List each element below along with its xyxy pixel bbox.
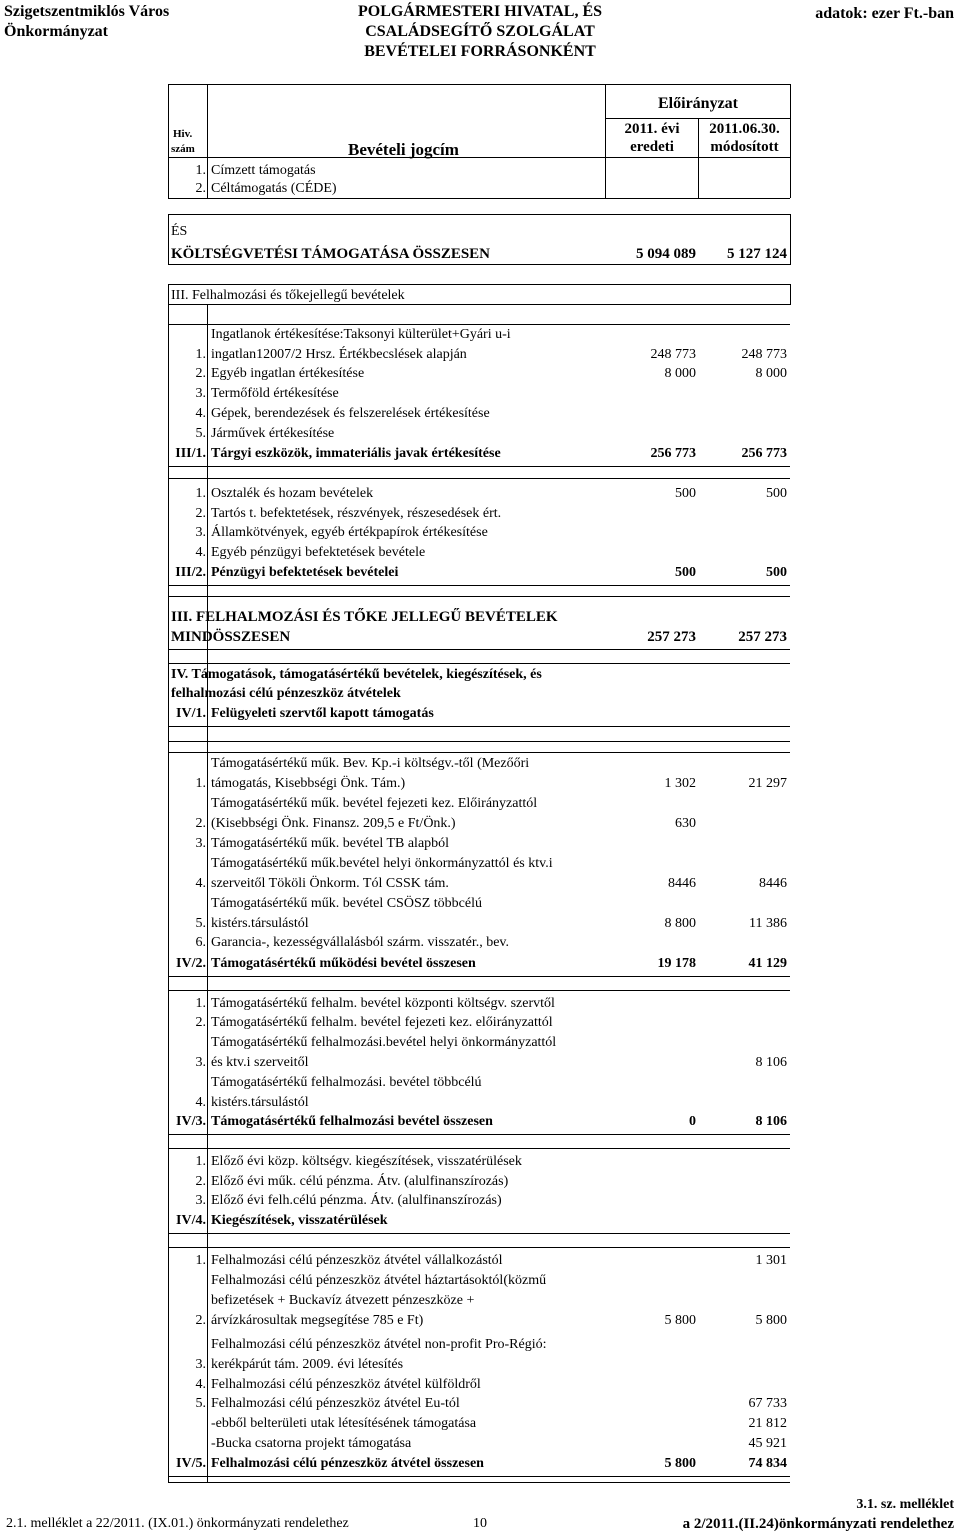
row-heading: KÖLTSÉGVETÉSI TÁMOGATÁSA ÖSSZESEN (171, 246, 491, 262)
row-heading: III. FELHALMOZÁSI ÉS TŐKE JELLEGŰ BEVÉTELEK (171, 609, 558, 625)
row-description: Osztalék és hozam bevételek (211, 486, 374, 501)
row-description: Támogatásértékű felhalmozási. bevétel többcélú (211, 1075, 482, 1090)
value-original: 0 (689, 1114, 696, 1129)
title-line-3: BEVÉTELEI FORRÁSONKÉNT (364, 43, 596, 60)
row-description: Előző évi közp. költségv. kiegészítések, visszatérülések (211, 1154, 522, 1169)
row-number: 2. (195, 816, 206, 831)
row-description: Támogatásértékű műk. Bev. Kp.-i költségv.-től (Mezőőri (211, 756, 530, 771)
row-number: 1. (195, 486, 206, 501)
row-number: 2. (195, 366, 206, 381)
row-description: és ktv.i szerveitől (211, 1055, 309, 1070)
row-number: IV/2. (176, 956, 206, 971)
row-number: 4. (195, 1377, 206, 1392)
value-original: 8 000 (664, 366, 696, 381)
value-modified: 21 297 (748, 776, 787, 791)
row-number: 3. (195, 836, 206, 851)
row-heading: felhalmozási célú pénzeszköz átvételek (171, 686, 401, 701)
col1-header-line-1: 2011. évi (624, 121, 680, 137)
value-original: 5 094 089 (636, 246, 696, 262)
row-number: 3. (195, 386, 206, 401)
row-description: Címzett támogatás (211, 163, 316, 178)
value-original: 256 773 (650, 446, 696, 461)
row-number: 4. (195, 876, 206, 891)
col2-header-line-1: 2011.06.30. (709, 121, 780, 137)
row-description: Támogatásértékű felhalm. bevétel központi költségv. szervtől (211, 996, 555, 1011)
row-number: 1. (195, 776, 206, 791)
row-description: Előző évi felh.célú pénzma. Átv. (alulfinanszírozás) (211, 1193, 502, 1208)
value-modified: 8 106 (755, 1055, 787, 1070)
row-description: szerveitől Tököli Önkorm. Tól CSSK tám. (211, 876, 449, 891)
value-original: 5 800 (664, 1456, 696, 1471)
row-number: 5. (195, 426, 206, 441)
row-description: Államkötvények, egyéb értékpapírok értékesítése (211, 525, 488, 540)
row-description: Kiegészítések, visszatérülések (211, 1213, 388, 1228)
row-description: befizetések + Buckavíz átvezett pénzeszköze + (211, 1293, 475, 1308)
row-number: 1. (195, 1154, 206, 1169)
row-description: Támogatásértékű felhalm. bevétel fejezeti kez. előirányzattól (211, 1015, 553, 1030)
eloiranyzat-header: Előirányzat (658, 95, 738, 112)
row-number: 3. (195, 1193, 206, 1208)
footer-right-line-1: 3.1. sz. melléklet (856, 1497, 954, 1512)
row-description: Felhalmozási célú pénzeszköz átvétel összesen (211, 1456, 484, 1471)
row-description: (Kisebbségi Önk. Finansz. 209,5 e Ft/Önk.) (211, 816, 456, 831)
row-number: 1. (195, 996, 206, 1011)
row-description: Támogatásértékű műk. bevétel fejezeti kez. Előirányzattól (211, 796, 538, 811)
row-number: 4. (195, 545, 206, 560)
row-description: Támogatásértékű műk.bevétel helyi önkormányzattól és ktv.i (211, 856, 553, 871)
row-description: Támogatásértékű felhalmozási bevétel összesen (211, 1114, 493, 1129)
row-description: Előző évi műk. célú pénzma. Átv. (alulfinanszírozás) (211, 1174, 509, 1189)
value-original: 500 (675, 486, 696, 501)
row-description: kistérs.társulástól (211, 916, 309, 931)
row-description: Céltámogatás (CÉDE) (211, 181, 337, 196)
row-description: ingatlan12007/2 Hrsz. Értékbecslések alapján (211, 347, 467, 362)
unit-note: adatok: ezer Ft.-ban (815, 5, 954, 22)
row-description: -ebből belterületi utak létesítésének támogatása (211, 1416, 477, 1431)
row-number: IV/4. (176, 1213, 206, 1228)
row-description: Támogatásértékű műk. bevétel TB alapból (211, 836, 450, 851)
title-line-2: CSALÁDSEGÍTŐ SZOLGÁLAT (365, 23, 595, 40)
row-description: árvízkárosultak megsegítése 785 e Ft) (211, 1313, 424, 1328)
value-modified: 45 921 (748, 1436, 787, 1451)
row-description: Felhalmozási célú pénzeszköz átvétel háztartásoktól(közmű (211, 1273, 547, 1288)
row-number: 2. (195, 506, 206, 521)
row-number: 2. (195, 1015, 206, 1030)
row-number: 2. (195, 181, 206, 196)
value-modified: 8 106 (755, 1114, 787, 1129)
title-line-1: POLGÁRMESTERI HIVATAL, ÉS (357, 3, 603, 20)
row-number: 4. (195, 1095, 206, 1110)
row-description: kerékpárút tám. 2009. évi létesítés (211, 1357, 404, 1372)
row-description: Tárgyi eszközök, immateriális javak értékesítése (211, 446, 501, 461)
row-heading: III. Felhalmozási és tőkejellegű bevételek (171, 288, 405, 303)
value-modified: 8446 (759, 876, 787, 891)
row-description: kistérs.társulástól (211, 1095, 309, 1110)
row-number: 2. (195, 1174, 206, 1189)
row-description: Egyéb pénzügyi befektetések bevétele (211, 545, 426, 560)
value-modified: 5 127 124 (727, 246, 787, 262)
row-description: Járművek értékesítése (211, 426, 335, 441)
value-modified: 257 273 (738, 629, 787, 645)
row-description: Támogatásértékű működési bevétel összesen (211, 956, 476, 971)
row-description: Egyéb ingatlan értékesítése (211, 366, 365, 381)
value-original: 8446 (668, 876, 696, 891)
row-description: Felhalmozási célú pénzeszköz átvétel non-profit Pro-Régió: (211, 1337, 547, 1352)
row-number: 1. (195, 347, 206, 362)
row-heading: ÉS (171, 224, 188, 239)
value-original: 8 800 (664, 916, 696, 931)
row-number: 2. (195, 1313, 206, 1328)
hiv-header-line-2: szám (171, 143, 195, 155)
municipality-line-1: Szigetszentmiklós Város (4, 3, 170, 20)
row-description: Gépek, berendezések és felszerelések értékesítése (211, 406, 490, 421)
row-number: 3. (195, 1357, 206, 1372)
row-description: Felhalmozási célú pénzeszköz átvétel külföldről (211, 1377, 481, 1392)
row-number: 3. (195, 1055, 206, 1070)
page-number: 10 (473, 1516, 487, 1531)
footer-left: 2.1. melléklet a 22/2011. (IX.01.) önkormányzati rendelethez (6, 1516, 349, 1531)
jogcim-header: Bevételi jogcím (348, 140, 459, 159)
value-original: 19 178 (657, 956, 696, 971)
row-description: Támogatásértékű felhalmozási.bevétel helyi önkormányzattól (211, 1035, 557, 1050)
row-number: 4. (195, 406, 206, 421)
value-original: 248 773 (650, 347, 696, 362)
value-modified: 11 386 (749, 916, 787, 931)
value-original: 1 302 (664, 776, 696, 791)
row-number: 3. (195, 525, 206, 540)
value-modified: 8 000 (755, 366, 787, 381)
row-description: Tartós t. befektetések, részvények, részesedések ért. (211, 506, 502, 521)
value-modified: 248 773 (741, 347, 787, 362)
value-modified: 74 834 (748, 1456, 787, 1471)
row-number: IV/1. (176, 706, 206, 721)
row-description: -Bucka csatorna projekt támogatása (211, 1436, 412, 1451)
value-original: 500 (675, 565, 696, 580)
row-number: III/1. (175, 446, 206, 461)
row-description: Termőföld értékesítése (211, 386, 339, 401)
hiv-header-line-1: Hiv. (173, 128, 193, 140)
row-description: Pénzügyi befektetések bevételei (211, 565, 399, 580)
col2-header-line-2: módosított (710, 139, 779, 155)
footer-right-line-2: a 2/2011.(II.24)önkormányzati rendelethez (682, 1516, 954, 1532)
value-modified: 500 (766, 565, 787, 580)
row-number: III/2. (175, 565, 206, 580)
municipality-line-2: Önkormányzat (4, 23, 108, 40)
row-number: 5. (195, 1396, 206, 1411)
value-modified: 500 (766, 486, 787, 501)
row-description: Felhalmozási célú pénzeszköz átvétel vállalkozástól (211, 1253, 503, 1268)
row-description: Felügyeleti szervtől kapott támogatás (211, 706, 434, 721)
value-modified: 67 733 (748, 1396, 787, 1411)
row-number: 6. (195, 935, 206, 950)
row-description: Támogatásértékű műk. bevétel CSÖSZ többcélú (211, 896, 482, 911)
value-modified: 21 812 (748, 1416, 787, 1431)
value-modified: 41 129 (748, 956, 787, 971)
value-modified: 5 800 (755, 1313, 787, 1328)
row-description: Garancia-, kezességvállalásból szárm. visszatér., bev. (211, 935, 510, 950)
value-original: 5 800 (664, 1313, 696, 1328)
col1-header-line-2: eredeti (630, 139, 674, 155)
value-modified: 1 301 (755, 1253, 787, 1268)
row-number: 1. (195, 1253, 206, 1268)
row-description: Ingatlanok értékesítése:Taksonyi külterület+Gyári u-i (211, 327, 511, 342)
row-number: 1. (195, 163, 206, 178)
row-heading: MINDÖSSZESEN (171, 629, 291, 645)
value-modified: 256 773 (741, 446, 787, 461)
value-original: 630 (675, 816, 696, 831)
row-description: támogatás, Kisebbségi Önk. Tám.) (211, 776, 406, 791)
row-heading: IV. Támogatások, támogatásértékű bevételek, kiegészítések, és (171, 667, 542, 682)
row-number: 5. (195, 916, 206, 931)
value-original: 257 273 (647, 629, 696, 645)
row-description: Felhalmozási célú pénzeszköz átvétel Eu-tól (211, 1396, 460, 1411)
row-number: IV/5. (176, 1456, 206, 1471)
row-number: IV/3. (176, 1114, 206, 1129)
